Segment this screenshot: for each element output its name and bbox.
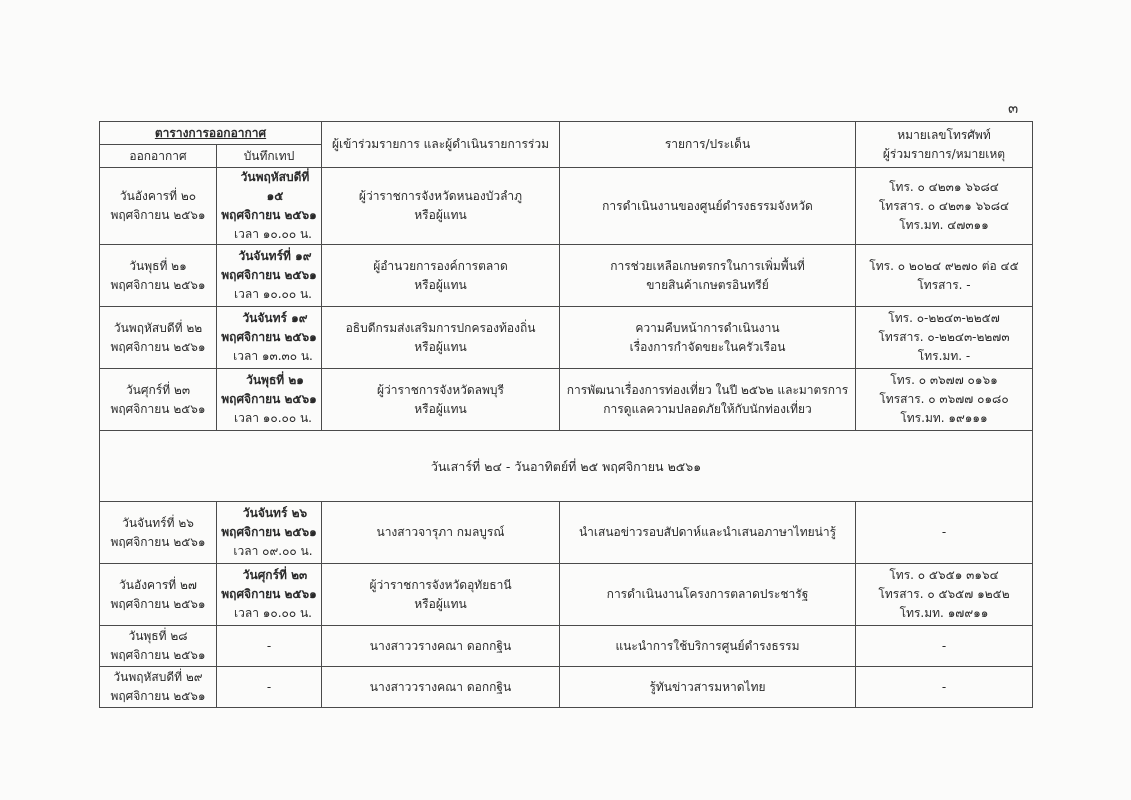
air-date-cell bbox=[100, 626, 217, 667]
guest-cell bbox=[322, 626, 560, 667]
phone-cell-line: โทร. ๐ ๕๖๕๑ ๓๑๖๔ bbox=[889, 568, 999, 582]
air-date-cell-line: พฤศจิกายน ๒๕๖๑ bbox=[110, 339, 206, 354]
topic-cell bbox=[560, 564, 856, 626]
header-topic: รายการ/ประเด็น bbox=[560, 122, 856, 168]
phone-cell bbox=[856, 168, 1033, 245]
air-date-cell bbox=[100, 369, 217, 431]
tape-date-cell bbox=[217, 168, 322, 245]
phone-cell-line: โทร.มท. - bbox=[917, 349, 971, 363]
header-phone-line2: ผู้ร่วมรายการ/หมายเหตุ bbox=[882, 146, 1006, 161]
guest-cell-line: ผู้ว่าราชการจังหวัดหนองบัวลำภู bbox=[358, 189, 523, 203]
air-date-cell-line: พฤศจิกายน ๒๕๖๑ bbox=[110, 648, 206, 662]
topic-cell bbox=[560, 369, 856, 431]
topic-cell-line: การช่วยเหลือเกษตรกรในการเพิ่มพื้นที่ bbox=[610, 258, 805, 273]
tape-date-cell-line: วันพุธที่ ๒๑ bbox=[246, 373, 304, 387]
header-air-date: ออกอากาศ bbox=[100, 145, 217, 168]
air-date-cell-line: วันอังคารที่ ๒๗ bbox=[119, 577, 197, 592]
guest-cell bbox=[322, 245, 560, 307]
guest-cell bbox=[322, 307, 560, 369]
tape-date-cell-line: พฤศจิกายน ๒๕๖๑ bbox=[221, 525, 317, 539]
table-row bbox=[100, 564, 1033, 626]
air-date-cell bbox=[100, 168, 217, 245]
tape-date-cell bbox=[217, 502, 322, 564]
air-date-cell-line: พฤศจิกายน ๒๕๖๑ bbox=[110, 596, 206, 611]
air-date-cell bbox=[100, 245, 217, 307]
air-date-cell-line: พฤศจิกายน ๒๕๖๑ bbox=[110, 277, 206, 292]
air-date-cell-line: วันพฤหัสบดีที่ ๒๒ bbox=[113, 320, 203, 335]
guest-cell-line: นางสาววรางคณา ดอกกฐิน bbox=[369, 679, 512, 694]
topic-cell bbox=[560, 667, 856, 708]
topic-cell-line: การพัฒนาเรื่องการท่องเที่ยว ในปี ๒๕๖๒ และมาตรการ bbox=[566, 382, 849, 397]
tape-date-cell bbox=[217, 626, 322, 667]
phone-cell-line: โทร. ๐ ๔๒๓๑ ๖๖๘๔ bbox=[889, 179, 999, 194]
topic-cell-line: การดูแลความปลอดภัยให้กับนักท่องเที่ยว bbox=[603, 401, 812, 416]
air-date-cell-line: วันอังคารที่ ๒๐ bbox=[119, 189, 197, 203]
guest-cell bbox=[322, 369, 560, 431]
header-guests: ผู้เข้าร่วมรายการ และผู้ดำเนินรายการร่วม bbox=[322, 122, 560, 168]
guest-cell bbox=[322, 502, 560, 564]
table-caption bbox=[100, 122, 322, 145]
phone-cell bbox=[856, 564, 1033, 626]
tape-date-cell bbox=[217, 369, 322, 431]
phone-cell bbox=[856, 667, 1033, 708]
guest-cell-line: นางสาวจารุภา กมลบูรณ์ bbox=[376, 525, 505, 539]
header-row-1 bbox=[100, 122, 1033, 145]
topic-cell bbox=[560, 307, 856, 369]
header-phone bbox=[856, 122, 1033, 168]
table-row bbox=[100, 667, 1033, 708]
tape-date-cell-line: เวลา ๑๐.๐๐ น. bbox=[234, 606, 312, 620]
topic-cell-line: การดำเนินงานโครงการตลาดประชารัฐ bbox=[606, 587, 809, 601]
guest-cell-line: นางสาววรางคณา ดอกกฐิน bbox=[369, 638, 512, 653]
air-date-cell-line: พฤศจิกายน ๒๕๖๑ bbox=[110, 689, 206, 703]
air-date-cell-line: พฤศจิกายน ๒๕๖๑ bbox=[110, 208, 206, 222]
air-date-cell-line: วันพุธที่ ๒๘ bbox=[128, 629, 188, 643]
guest-cell-line: หรือผู้แทน bbox=[414, 208, 467, 222]
phone-cell-line: โทรสาร. ๐-๒๒๔๓-๒๒๗๓ bbox=[878, 330, 1010, 344]
tape-date-cell-line: พฤศจิกายน ๒๕๖๑ bbox=[221, 330, 317, 344]
guest-cell bbox=[322, 564, 560, 626]
topic-cell bbox=[560, 245, 856, 307]
table-row bbox=[100, 168, 1033, 245]
air-date-cell-line: วันจันทร์ที่ ๒๖ bbox=[122, 515, 194, 530]
air-date-cell-line: วันศุกร์ที่ ๒๓ bbox=[125, 382, 191, 397]
tape-date-cell-line: - bbox=[266, 679, 272, 694]
air-date-cell bbox=[100, 564, 217, 626]
air-date-cell-line: วันพฤหัสบดีที่ ๒๙ bbox=[113, 670, 203, 684]
tape-date-cell-line: วันจันทร์ ๑๙ bbox=[242, 311, 308, 325]
tape-date-cell-line: - bbox=[266, 638, 272, 653]
phone-cell-line: โทรสาร. ๐ ๓๖๗๗ ๐๑๘๐ bbox=[879, 392, 1009, 406]
phone-cell bbox=[856, 626, 1033, 667]
page-number: ๓ bbox=[1008, 99, 1019, 117]
phone-cell-line: โทร.มท. ๑๙๑๑๑ bbox=[900, 411, 988, 425]
air-date-cell bbox=[100, 667, 217, 708]
topic-cell-line: รู้ทันข่าวสารมหาดไทย bbox=[649, 679, 766, 694]
tape-date-cell-line: พฤศจิกายน ๒๕๖๑ bbox=[221, 208, 317, 222]
air-date-cell-line: วันพุธที่ ๒๑ bbox=[129, 258, 187, 273]
topic-cell bbox=[560, 502, 856, 564]
phone-cell-line: โทรสาร. ๐ ๔๒๓๑ ๖๖๘๔ bbox=[878, 198, 1010, 213]
phone-cell bbox=[856, 307, 1033, 369]
guest-cell bbox=[322, 168, 560, 245]
phone-cell bbox=[856, 369, 1033, 431]
phone-cell-line: โทร.มท. ๑๗๙๑๑ bbox=[899, 606, 989, 620]
tape-date-cell-line: วันศุกร์ที่ ๒๓ bbox=[242, 568, 308, 582]
topic-cell bbox=[560, 626, 856, 667]
weekend-note: วันเสาร์ที่ ๒๔ - วันอาทิตย์ที่ ๒๕ พฤศจิกายน ๒๕๖๑ bbox=[100, 431, 1033, 502]
guest-cell-line: ผู้อำนวยการองค์การตลาด bbox=[373, 258, 508, 273]
topic-cell-line: แนะนำการใช้บริการศูนย์ดำรงธรรม bbox=[615, 638, 800, 653]
tape-date-cell-line: พฤศจิกายน ๒๕๖๑ bbox=[221, 392, 317, 406]
tape-date-cell-line: เวลา ๑๐.๐๐ น. bbox=[234, 287, 312, 301]
tape-date-cell bbox=[217, 245, 322, 307]
guest-cell-line: หรือผู้แทน bbox=[414, 277, 467, 292]
table-row bbox=[100, 245, 1033, 307]
tape-date-cell bbox=[217, 564, 322, 626]
phone-cell bbox=[856, 245, 1033, 307]
tape-date-cell-line: วันพฤหัสบดีที่ ๑๕ bbox=[240, 170, 310, 203]
tape-date-cell-line: เวลา ๑๐.๐๐ น. bbox=[234, 227, 312, 241]
phone-cell-line: โทร. ๐ ๓๖๗๗ ๐๑๖๑ bbox=[890, 373, 998, 387]
air-date-cell-line: พฤศจิกายน ๒๕๖๑ bbox=[110, 534, 206, 549]
guest-cell-line: ผู้ว่าราชการจังหวัดอุทัยธานี bbox=[369, 577, 512, 592]
guest-cell-line: อธิบดีกรมส่งเสริมการปกครองท้องถิ่น bbox=[345, 320, 536, 335]
table-row bbox=[100, 502, 1033, 564]
phone-cell-line: - bbox=[941, 525, 947, 539]
topic-cell bbox=[560, 168, 856, 245]
topic-cell-line: นำเสนอข่าวรอบสัปดาห์และนำเสนอภาษาไทยน่ารู้ bbox=[578, 525, 837, 539]
phone-cell-line: โทรสาร. ๐ ๕๖๕๗ ๑๒๕๒ bbox=[878, 587, 1010, 601]
tape-date-cell-line: เวลา ๑๓.๓๐ น. bbox=[233, 349, 313, 363]
air-date-cell-line: พฤศจิกายน ๒๕๖๑ bbox=[110, 401, 206, 416]
phone-cell-line: โทร. ๐ ๒๐๒๔ ๙๒๗๐ ต่อ ๔๕ bbox=[869, 258, 1019, 273]
header-tape-date: บันทึกเทป bbox=[217, 145, 322, 168]
guest-cell-line: หรือผู้แทน bbox=[414, 596, 467, 611]
header-phone-line1: หมายเลขโทรศัพท์ bbox=[897, 127, 991, 142]
guest-cell-line: ผู้ว่าราชการจังหวัดลพบุรี bbox=[377, 382, 504, 397]
guest-cell-line: หรือผู้แทน bbox=[414, 339, 467, 354]
phone-cell-line: - bbox=[941, 679, 947, 694]
phone-cell-line: - bbox=[941, 638, 947, 653]
broadcast-schedule-table bbox=[99, 121, 1033, 708]
phone-cell bbox=[856, 502, 1033, 564]
topic-cell-line: ขายสินค้าเกษตรอินทรีย์ bbox=[646, 277, 769, 292]
air-date-cell bbox=[100, 307, 217, 369]
guest-cell bbox=[322, 667, 560, 708]
guest-cell-line: หรือผู้แทน bbox=[414, 401, 467, 416]
table-caption-text: ตารางการออกอากาศ bbox=[154, 125, 267, 140]
tape-date-cell bbox=[217, 307, 322, 369]
table-row bbox=[100, 307, 1033, 369]
topic-cell-line: ความคืบหน้าการดำเนินงาน bbox=[635, 320, 780, 335]
tape-date-cell-line: เวลา ๑๐.๐๐ น. bbox=[234, 411, 312, 425]
table-row bbox=[100, 369, 1033, 431]
topic-cell-line: การดำเนินงานของศูนย์ดำรงธรรมจังหวัด bbox=[602, 198, 813, 213]
air-date-cell bbox=[100, 502, 217, 564]
phone-cell-line: โทรสาร. - bbox=[917, 277, 971, 292]
tape-date-cell-line: วันจันทร์ที่ ๑๙ bbox=[238, 249, 312, 263]
weekend-row bbox=[100, 431, 1033, 502]
tape-date-cell-line: พฤศจิกายน ๒๕๖๑ bbox=[221, 268, 317, 282]
tape-date-cell-line: เวลา ๐๙.๐๐ น. bbox=[233, 544, 313, 558]
tape-date-cell-line: วันจันทร์ ๒๖ bbox=[242, 506, 308, 520]
tape-date-cell-line: พฤศจิกายน ๒๕๖๑ bbox=[221, 587, 317, 601]
topic-cell-line: เรื่องการกำจัดขยะในครัวเรือน bbox=[629, 339, 786, 354]
table-row bbox=[100, 626, 1033, 667]
phone-cell-line: โทร. ๐-๒๒๔๓-๒๒๕๗ bbox=[888, 311, 1000, 325]
phone-cell-line: โทร.มท. ๔๗๓๑๑ bbox=[899, 217, 989, 232]
tape-date-cell bbox=[217, 667, 322, 708]
